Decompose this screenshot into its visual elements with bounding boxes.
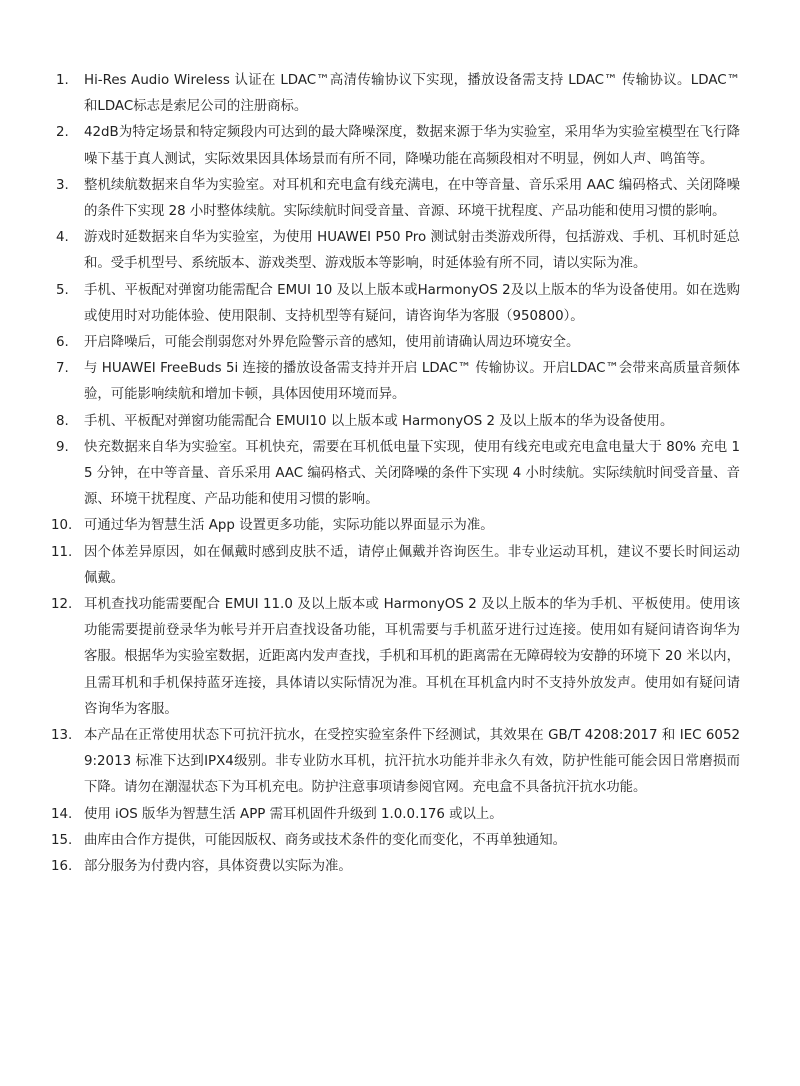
footnote-text: 使用 iOS 版华为智慧生活 APP 需耳机固件升级到 1.0.0.176 或以上。 xyxy=(84,806,503,822)
footnote-text: 开启降噪后，可能会削弱您对外界危险警示音的感知，使用前请确认周边环境安全。 xyxy=(84,335,580,351)
footnote-number: 6. xyxy=(56,335,69,351)
footnote-item xyxy=(56,409,740,435)
footnote-number: 1. xyxy=(56,73,69,88)
footnote-text: Hi-Res Audio Wireless 认证在 LDAC™高清传输协议下实现，播放设备需支持 LDAC™ 传输协议。LDAC™和LDAC标志是索尼公司的注册商标。 xyxy=(84,73,740,115)
footnote-number: 5. xyxy=(56,282,69,298)
footnote-text: 本产品在正常使用状态下可抗汗抗水，在受控实验室条件下经测试，其效果在 GB/T 4208:2017 和 IEC 60529:2013 标准下达到IPX4级别。非专业防水耳机，抗汗抗水功能并非永久有效，防护性能可能会因日常磨损而下降。请勿在潮湿状态下为耳机充电。防护注意事项请参阅官网。充电盒不具备抗汗抗水功能。 xyxy=(84,728,740,796)
footnote-number: 12. xyxy=(51,597,73,613)
footnote-number: 16. xyxy=(51,859,73,875)
footnote-text: 耳机查找功能需要配合 EMUI 11.0 及以上版本或 HarmonyOS 2 及以上版本的华为手机、平板使用。使用该功能需要提前登录华为帐号并开启查找设备功能，耳机需要与手机蓝牙进行过连接。使用如有疑问请咨询华为客服。根据华为实验室数据，近距离内发声查找，手机和耳机的距离需在无障碍较为安静的环境下 20 米以内，且需耳机和手机保持蓝牙连接，具体请以实际情况为准。耳机在耳机盒内时不支持外放发声。使用如有疑问请咨询华为客服。 xyxy=(84,597,740,717)
footnote-number: 4. xyxy=(56,230,69,246)
footnote-item xyxy=(51,513,740,539)
footnote-text: 可通过华为智慧生活 App 设置更多功能，实际功能以界面显示为准。 xyxy=(84,518,494,534)
footnote-item xyxy=(56,68,740,120)
footnote-item xyxy=(56,173,740,225)
footnote-number: 11. xyxy=(51,544,73,560)
footnote-number: 13. xyxy=(51,728,73,744)
footnote-item xyxy=(56,435,740,514)
footnote-number: 15. xyxy=(51,832,73,848)
footnote-text: 手机、平板配对弹窗功能需配合 EMUI 10 及以上版本或HarmonyOS 2及以上版本的华为设备使用。如在选购或使用时对功能体验、使用限制、支持机型等有疑问，请咨询华为客服（950800）。 xyxy=(84,282,740,324)
footnote-item xyxy=(51,723,740,802)
footnote-text: 游戏时延数据来自华为实验室，为使用 HUAWEI P50 Pro 测试射击类游戏所得，包括游戏、手机、耳机时延总和。受手机型号、系统版本、游戏类型、游戏版本等影响，时延体验有所不同，请以实际为准。 xyxy=(84,230,740,272)
footnote-item xyxy=(51,828,740,854)
footnote-text: 42dB为特定场景和特定频段内可达到的最大降噪深度，数据来源于华为实验室，采用华为实验室模型在飞行降噪下基于真人测试，实际效果因具体场景而有所不同，降噪功能在高频段相对不明显，例如人声、鸣笛等。 xyxy=(84,125,740,167)
footnote-item xyxy=(56,278,740,330)
footnote-item xyxy=(56,120,740,172)
footnote-number: 8. xyxy=(56,413,69,429)
footnote-text: 部分服务为付费内容，具体资费以实际为准。 xyxy=(84,859,352,875)
footnote-item xyxy=(51,854,740,880)
footnote-text: 快充数据来自华为实验室。耳机快充，需要在耳机低电量下实现，使用有线充电或充电盒电量大于 80% 充电 15 分钟，在中等音量、音乐采用 AAC 编码格式、关闭降噪的条件下实现 4 小时续航。实际续航时间受音量、音源、环境干扰程度、产品功能和使用习惯的影响。 xyxy=(84,439,740,508)
footnote-number: 10. xyxy=(51,518,73,534)
footnote-list xyxy=(51,68,740,880)
footnote-number: 3. xyxy=(56,177,69,193)
footnote-text: 曲库由合作方提供，可能因版权、商务或技术条件的变化而变化，不再单独通知。 xyxy=(84,832,567,848)
footnote-text: 整机续航数据来自华为实验室。对耳机和充电盒有线充满电，在中等音量、音乐采用 AAC 编码格式、关闭降噪的条件下实现 28 小时整体续航。实际续航时间受音量、音源、环境干扰程度、产品功能和使用习惯的影响。 xyxy=(84,177,740,220)
footnote-text: 与 HUAWEI FreeBuds 5i 连接的播放设备需支持并开启 LDAC™ 传输协议。开启LDAC™会带来高质量音频体验，可能影响续航和增加卡顿，具体因使用环境而异。 xyxy=(84,361,740,403)
footnote-item xyxy=(56,330,740,356)
footnote-item xyxy=(51,592,740,723)
footnote-number: 14. xyxy=(51,806,73,822)
footnote-item xyxy=(56,356,740,408)
footnote-number: 7. xyxy=(56,361,69,377)
footnote-item xyxy=(51,802,740,828)
footnote-item xyxy=(51,540,740,592)
footnote-text: 手机、平板配对弹窗功能需配合 EMUI10 以上版本或 HarmonyOS 2 及以上版本的华为设备使用。 xyxy=(84,413,674,429)
footnote-number: 2. xyxy=(56,125,69,141)
footnote-item xyxy=(56,225,740,277)
footnote-number: 9. xyxy=(56,439,69,455)
footnote-text: 因个体差异原因，如在佩戴时感到皮肤不适，请停止佩戴并咨询医生。非专业运动耳机，建议不要长时间运动佩戴。 xyxy=(84,544,740,586)
